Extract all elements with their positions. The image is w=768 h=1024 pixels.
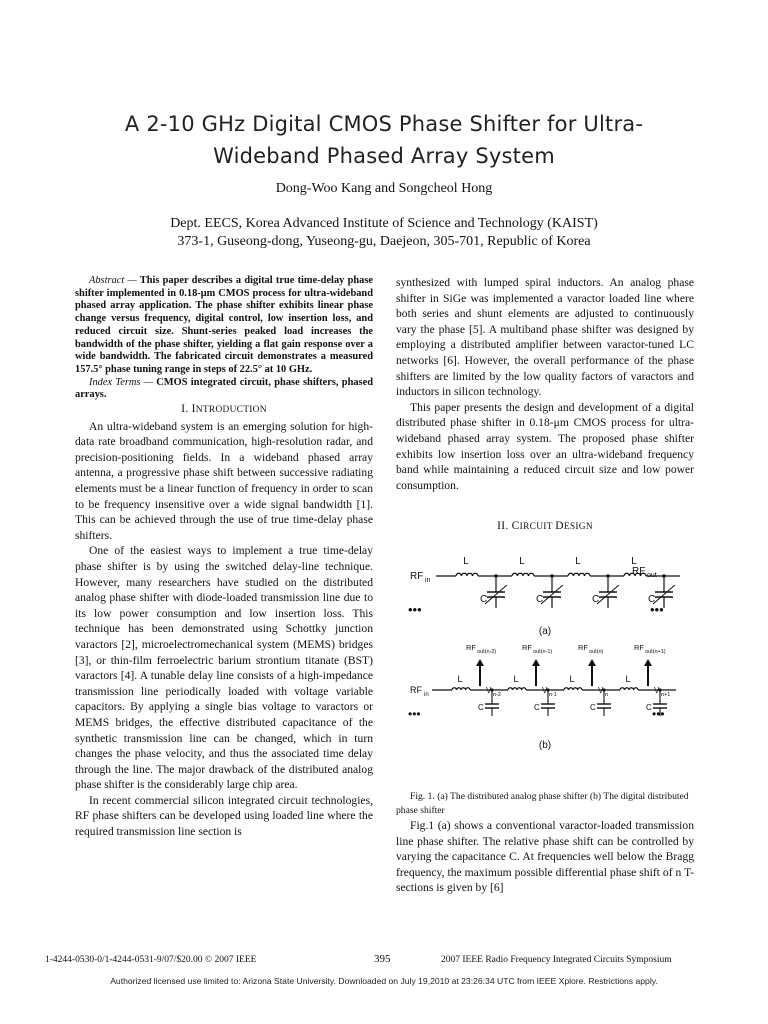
- inductor-1: [456, 573, 478, 576]
- page-number: 395: [374, 953, 391, 965]
- node-b-label-3: V: [598, 685, 604, 695]
- cap-b-label-3: C: [590, 702, 596, 712]
- inductor-2: [512, 573, 534, 576]
- node-b-subscript-4: n+1: [661, 691, 671, 698]
- inductor-label-4: L: [631, 555, 637, 567]
- circuit-schematic: [396, 544, 694, 790]
- right-column: [396, 275, 694, 896]
- inductor-label-3: L: [575, 555, 581, 567]
- output-b-subscript-1: out(n-2): [477, 648, 497, 655]
- output-b-subscript-2: out(n-1): [533, 648, 553, 655]
- output-arrow-head-1: [476, 659, 484, 666]
- inductor-b-label-4: L: [625, 673, 631, 684]
- node-b-subscript-3: n: [605, 691, 609, 698]
- rf-in-subscript: in: [425, 576, 431, 584]
- node-b-label-1: V: [486, 685, 492, 695]
- figure-label-a: (a): [538, 625, 552, 637]
- inductor-b-label-2: L: [513, 673, 519, 684]
- rf-out-label: RF: [632, 565, 646, 577]
- node-b-label-4: V: [654, 685, 660, 695]
- intro-paragraph-2: One of the easiest ways to implement a true time-delay phase shifter is by using the switched delay-line technique. However, many researchers have studied on the distributed analog phase shifter with diode-loaded transmission line due to its low power consumption and low insertion loss. This technique has been demonstrated using Schottky junction varactors [2], microelectromechanical system (MEMS) bridges [3], or thin-film ferroelectric barium strontium titanate (BST) varactors [4]. A tunable delay line consists of a high-impedance transmission line periodically loaded with voltage variable capacitors. By applying a single bias voltage to varactors or MEMS bridges, the effective distributed capacitance of the synthetic transmission line can be changed, which in turn changes the phase velocity, and thus the associated time delay through the line. The major drawback of the distributed analog phase shifter is the considerably large chip area.: [75, 544, 373, 792]
- inductor-b-3: [564, 688, 582, 690]
- inductor-label-2: L: [519, 555, 525, 567]
- output-arrow-head-3: [588, 659, 596, 666]
- cap-label-2: C: [536, 593, 544, 605]
- index-terms-text: CMOS integrated circuit, phase shifters, phased arrays.: [75, 376, 373, 401]
- title-line-2: Wideband Phased Array System: [213, 144, 555, 168]
- cap-label-4: C: [648, 593, 656, 605]
- section-heading-circuit-design: II. CIRCUIT DESIGN: [497, 520, 593, 533]
- intro-paragraph-1: An ultra-wideband system is an emerging solution for high-data rate broadband communication, high-resolution radar, and precision-positioning fields. In a wideband phased array antenna, a progressive phase shift between successive radiating elements must be a linear function of frequency in order to scan to be frequency insensitive over a wide signal bandwidth [1]. This can be achieved through the use of true time-delay phase shifters.: [75, 419, 373, 542]
- body-paragraph-fig1: Fig.1 (a) shows a conventional varactor-loaded transmission line phase shifter. The relative phase shift can be controlled by varying the capacitance C. At frequencies well below the Bragg frequency, the maximum possible differential phase shift of n T-sections is given by [6]: [396, 818, 694, 895]
- inductor-3: [568, 573, 590, 576]
- intro-paragraph-3: In recent commercial silicon integrated circuit technologies, RF phase shifters can be developed using loaded line where the required transmission line section is: [75, 793, 373, 839]
- output-arrow-head-4: [644, 659, 652, 666]
- inductor-b-1: [452, 688, 470, 690]
- body-paragraph-this-paper: This paper presents the design and development of a digital distributed phase shifter in 0.18-μm CMOS process for ultra-wideband phased array system. The proposed phase shifter exhibits low insertion loss over an ultra-wideband frequency band while maintaining a reduced circuit size and low power consumption.: [396, 400, 694, 492]
- rf-in-label-b: RF: [410, 684, 422, 695]
- abstract: [75, 275, 373, 377]
- output-b-label-2: RF: [522, 642, 532, 652]
- abstract-text: This paper describes a digital true time-delay phase shifter implemented in 0.18-μm CMOS process for ultra-wideband phased array application. The phase shifter exhibits linear phase change versus frequency, digital control, low insertion loss, and reduced circuit size. Shunt-series peaked load increases the bandwidth of the phase shifter, yielding a flat gain response over a wide bandwidth. The fabricated circuit demonstrates a measured 157.5° phase tuning range in steps of 22.5° at 10 GHz.: [75, 275, 373, 375]
- dots-right-b: •••: [652, 706, 665, 721]
- output-b-subscript-4: out(n+1): [645, 648, 666, 655]
- cap-b-label-4: C: [646, 702, 652, 712]
- rf-in-subscript-b: in: [424, 691, 429, 698]
- figure-1: [396, 544, 694, 790]
- affiliation-line-1: Dept. EECS, Korea Advanced Institute of Science and Technology (KAIST): [170, 216, 598, 231]
- node-b-label-2: V: [542, 685, 548, 695]
- index-terms: [75, 377, 373, 402]
- body-paragraph-continued: synthesized with lumped spiral inductors. An analog phase shifter in SiGe was implemented a varactor loaded line where both series and shunt elements are adjusted to continuously vary the phase [5]. A multiband phase shifter was designed by employing a distributed amplifier between varactor-tuned LC networks [6]. However, the overall performance of the phase shifters are limited by the low quality factors of varactors and inductors in silicon technology.: [396, 276, 694, 399]
- node-b-subscript-2: n-1: [549, 691, 557, 698]
- output-b-label-1: RF: [466, 642, 476, 652]
- inductor-b-2: [508, 688, 526, 690]
- author-list: Dong-Woo Kang and Songcheol Hong: [275, 181, 493, 196]
- inductor-b-label-3: L: [569, 673, 575, 684]
- rf-in-label: RF: [410, 570, 424, 582]
- output-arrow-head-2: [532, 659, 540, 666]
- output-b-label-3: RF: [578, 642, 588, 652]
- cap-label-3: C: [592, 593, 600, 605]
- figure-label-b: (b): [538, 739, 552, 751]
- footer-conference: 2007 IEEE Radio Frequency Integrated Circuits Symposium: [441, 955, 672, 965]
- dots-left-a: •••: [408, 601, 422, 617]
- dots-right-a: •••: [650, 601, 664, 617]
- index-terms-label: Index Terms —: [89, 376, 153, 388]
- dots-left-b: •••: [408, 706, 421, 721]
- output-b-label-4: RF: [634, 642, 644, 652]
- title-line-1: A 2-10 GHz Digital CMOS Phase Shifter for Ultra-: [124, 112, 644, 136]
- cap-b-label-1: C: [478, 702, 484, 712]
- node-b-subscript-1: n-2: [493, 691, 501, 698]
- left-column: [75, 275, 373, 840]
- abstract-label: Abstract —: [89, 275, 137, 286]
- inductor-label-1: L: [463, 555, 469, 567]
- footer-copyright: 1-4244-0530-0/1-4244-0531-9/07/$20.00 © 2007 IEEE: [45, 955, 257, 965]
- license-notice: Authorized licensed use limited to: Arizona State University. Downloaded on July 19,2010 at 23:26:34 UTC from IEEE Xplore. Restrictions apply.: [110, 976, 658, 986]
- cap-label-1: C: [480, 593, 488, 605]
- affiliation: [0, 215, 768, 251]
- section-heading-introduction: I. INTRODUCTION: [181, 403, 267, 416]
- cap-b-label-2: C: [534, 702, 540, 712]
- output-b-subscript-3: out(n): [589, 648, 604, 655]
- inductor-b-label-1: L: [457, 673, 463, 684]
- rf-out-subscript: out: [647, 571, 657, 579]
- affiliation-line-2: 373-1, Guseong-dong, Yuseong-gu, Daejeon, 305-701, Republic of Korea: [177, 234, 591, 249]
- figure-caption: Fig. 1. (a) The distributed analog phase shifter (b) The digital distributed phase shifter: [396, 790, 689, 816]
- inductor-b-4: [620, 688, 638, 690]
- paper-title: [40, 108, 728, 172]
